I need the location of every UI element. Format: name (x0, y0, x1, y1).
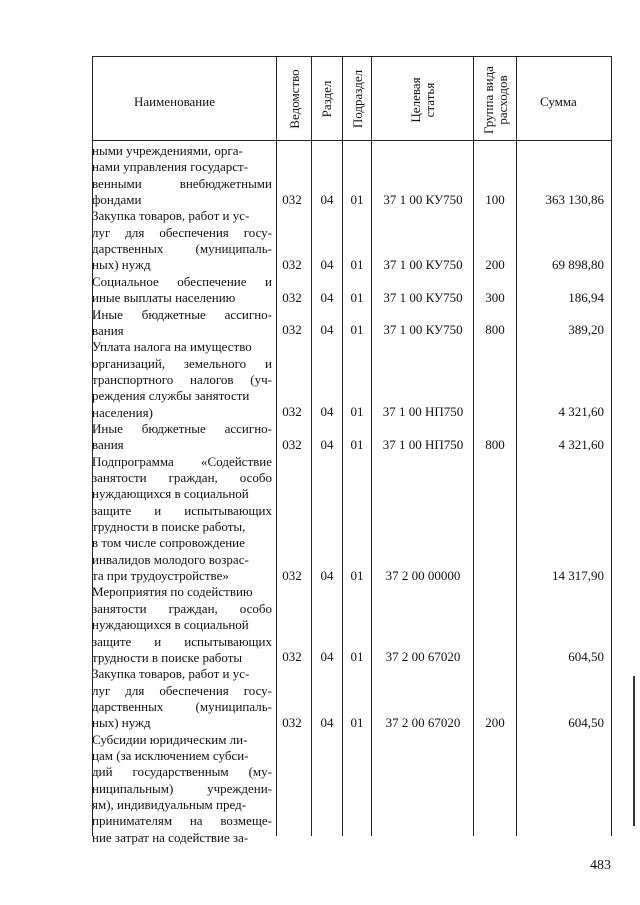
cell-summa: 186,94 (568, 290, 604, 305)
name-line: вания (92, 437, 124, 453)
cell-gruppa: 300 (485, 290, 505, 305)
name-line: занятости граждан, особо (92, 600, 272, 616)
cell-vedomstvo: 032 (282, 437, 302, 452)
name-line: Закупка товаров, работ и ус- (92, 666, 250, 682)
name-line: та при трудоустройстве» (92, 568, 229, 584)
name-line: Подпрограмма «Содействие (92, 453, 272, 469)
name-line: луг для обеспечения госу- (92, 682, 272, 698)
cell-celevaya-statya: 37 2 00 67020 (385, 715, 461, 730)
cell-podrazdel: 01 (350, 437, 364, 452)
cell-gruppa: 200 (485, 715, 505, 730)
cell-podrazdel: 01 (350, 404, 364, 419)
name-line: Мероприятия по содействию (92, 584, 253, 600)
name-line: трудности в поиске работы, (92, 519, 246, 535)
cell-celevaya-statya: 37 2 00 67020 (385, 649, 461, 664)
name-line: луг для обеспечения госу- (92, 224, 272, 240)
name-line: ние затрат на содействие за- (92, 829, 249, 845)
name-line: ных) нужд (92, 715, 151, 731)
cell-gruppa: 800 (485, 437, 505, 452)
name-line: нуждающихся в социальной (92, 617, 249, 633)
name-line: в том числе сопровождение (92, 535, 245, 551)
header-celevaya-statya: Целевая статья (408, 77, 437, 123)
name-line: принимателям на возмеще- (92, 813, 272, 829)
cell-summa: 363 130,86 (545, 192, 604, 207)
cell-gruppa: 800 (485, 322, 505, 337)
cell-summa: 69 898,80 (552, 257, 604, 272)
header-summa: Сумма (540, 94, 577, 109)
cell-razdel: 04 (320, 257, 334, 272)
name-line: цам (за исключением субси- (92, 747, 249, 763)
cell-vedomstvo: 032 (282, 290, 302, 305)
name-line: дарственных (муниципаль- (92, 698, 272, 714)
name-line: защите и испытывающих (92, 633, 272, 649)
name-line: организаций, земельного и (92, 355, 272, 371)
cell-razdel: 04 (320, 322, 334, 337)
cell-razdel: 04 (320, 404, 334, 419)
cell-vedomstvo: 032 (282, 257, 302, 272)
name-line: нуждающихся в социальной (92, 486, 249, 502)
cell-summa: 604,50 (568, 649, 604, 664)
cell-celevaya-statya: 37 1 00 НП750 (382, 404, 464, 419)
name-line: трудности в поиске работы (92, 649, 243, 665)
name-line: фондами (92, 192, 142, 208)
cell-podrazdel: 01 (350, 715, 364, 730)
cell-vedomstvo: 032 (282, 568, 302, 583)
name-line: Иные бюджетные ассигно- (92, 420, 272, 436)
header-vedomstvo: Ведомство (287, 69, 302, 129)
cell-vedomstvo: 032 (282, 322, 302, 337)
cell-vedomstvo: 032 (282, 649, 302, 664)
cell-gruppa: 200 (485, 257, 505, 272)
cell-podrazdel: 01 (350, 649, 364, 664)
name-line: дарственных (муниципаль- (92, 241, 272, 257)
cell-summa: 4 321,60 (558, 437, 604, 452)
name-line: Иные бюджетные ассигно- (92, 306, 272, 322)
col-divider (516, 56, 517, 836)
cell-podrazdel: 01 (350, 322, 364, 337)
cell-summa: 604,50 (568, 715, 604, 730)
cell-razdel: 04 (320, 437, 334, 452)
cell-podrazdel: 01 (350, 290, 364, 305)
cell-celevaya-statya: 37 1 00 КУ750 (383, 290, 463, 305)
name-line: ям), индивидуальным пред- (92, 797, 247, 812)
cell-razdel: 04 (320, 568, 334, 583)
header-name: Наименование (134, 94, 215, 109)
name-line: дий государственным (му- (92, 764, 272, 780)
cell-razdel: 04 (320, 192, 334, 207)
name-line: Уплата налога на имущество (92, 339, 252, 355)
name-line: Субсидии юридическим ли- (92, 731, 248, 747)
name-line: Социальное обеспечение и (92, 273, 272, 289)
table-border-top (92, 56, 612, 57)
cell-celevaya-statya: 37 2 00 00000 (385, 568, 461, 583)
header-divider (92, 140, 612, 141)
cell-celevaya-statya: 37 1 00 КУ750 (383, 192, 463, 207)
name-line: ных) нужд (92, 257, 151, 273)
name-line: нами управления государст- (92, 159, 249, 175)
name-line: ниципальным) учреждени- (92, 780, 272, 796)
cell-vedomstvo: 032 (282, 192, 302, 207)
cell-celevaya-statya: 37 1 00 КУ750 (383, 322, 463, 337)
name-line: населения) (92, 404, 153, 420)
cell-gruppa: 100 (485, 192, 505, 207)
name-line: транспортного налогов (уч- (92, 371, 272, 387)
cell-summa: 4 321,60 (558, 404, 604, 419)
binding-edge-mark (633, 676, 635, 826)
table-border-right (611, 56, 612, 836)
cell-podrazdel: 01 (350, 192, 364, 207)
cell-podrazdel: 01 (350, 257, 364, 272)
name-line: Закупка товаров, работ и ус- (92, 208, 250, 224)
header-razdel: Раздел (319, 80, 334, 118)
cell-vedomstvo: 032 (282, 404, 302, 419)
name-line: занятости граждан, особо (92, 470, 272, 485)
cell-celevaya-statya: 37 1 00 КУ750 (383, 257, 463, 272)
header-gruppa-vida-raskhodov: Группа вида расходов (481, 66, 510, 134)
name-line: вания (92, 322, 124, 338)
cell-vedomstvo: 032 (282, 715, 302, 730)
cell-celevaya-statya: 37 1 00 НП750 (382, 437, 464, 452)
cell-razdel: 04 (320, 290, 334, 305)
header-podrazdel: Подраздел (350, 69, 365, 129)
name-line: защите и испытывающих (92, 502, 272, 518)
name-line: венными внебюджетными (92, 175, 272, 191)
cell-podrazdel: 01 (350, 568, 364, 583)
cell-razdel: 04 (320, 715, 334, 730)
cell-summa: 389,20 (568, 322, 604, 337)
page-number: 483 (590, 858, 611, 873)
cell-razdel: 04 (320, 649, 334, 664)
name-line: реждения службы занятости (92, 388, 250, 404)
cell-summa: 14 317,90 (552, 568, 604, 583)
name-line: иные выплаты населению (92, 290, 236, 306)
name-line: инвалидов молодого возрас- (92, 551, 249, 567)
name-line: ными учреждениями, орга- (92, 143, 243, 158)
